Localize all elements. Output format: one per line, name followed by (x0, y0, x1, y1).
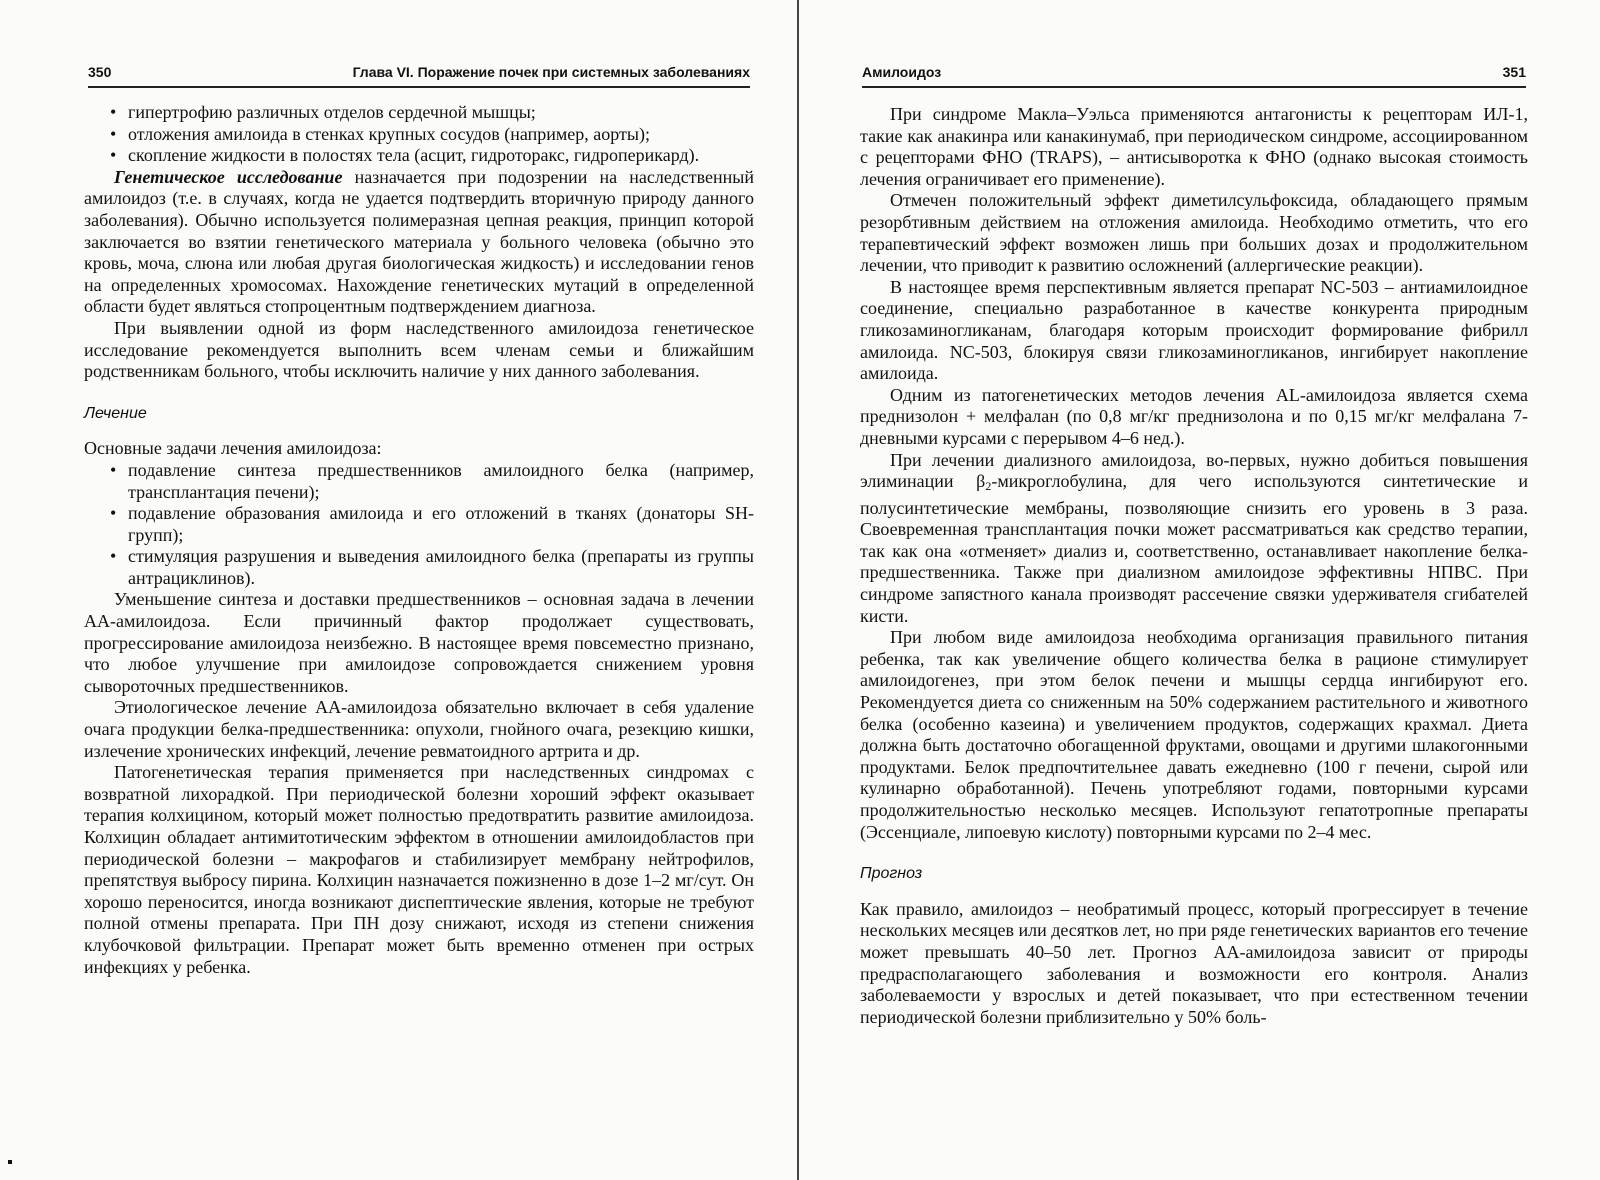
paragraph-prognosis: Как правило, амилоидоз – необратимый процесс, который прогрессирует в течение нескольких месяцев или десятков лет, но при ряде генетических вариантов его течение может превышать 40–50 лет. Прогноз АА-амилоидоза зависит от природы предрасполагающего заболевания и возможности его контроля. Анализ заболеваемости у взрослых и детей показывает, что при естественном течении периодической болезни приблизительно у 50% боль- (860, 898, 1528, 1027)
left-page-header (88, 60, 750, 88)
dialysis-text-start: При лечении диализного амилоидоза, во-первых, нужно добиться повышения элиминации β (860, 449, 1528, 492)
genetic-test-lead: Генетическое исследование (114, 166, 343, 187)
scan-artifact-dot (8, 1160, 12, 1164)
subscript-2: 2 (985, 479, 992, 494)
list-item: • подавление синтеза предшественников амилоидного белка (например, трансплантация печени); (128, 460, 754, 503)
section-title: Амилоидоз (862, 64, 942, 80)
right-page-header (862, 60, 1526, 88)
paragraph-reduction: Уменьшение синтеза и доставки предшественников – основная задача в лечении АА-амилоидоза. Если причинный фактор продолжает существовать, прогрессирование амилоидоза неизбежно. В настоящее время повсеместно признано, что любое улучшение при амилоидозе сопровождается снижением уровня сывороточных предшественников. (84, 589, 754, 696)
paragraph-genetic-test (84, 167, 754, 318)
prognosis-heading: Прогноз (860, 865, 923, 883)
page-number-left: 350 (88, 64, 112, 80)
paragraph-etiologic: Этиологическое лечение АА-амилоидоза обязательно включает в себя удаление очага продукции белка-предшественника: опухоли, гнойного очага, резекцию кишки, излечение хронических инфекций, лечение ревматоидного артрита и др. (84, 697, 754, 761)
left-text-column (84, 102, 754, 978)
treatment-list (84, 460, 754, 590)
chapter-title: Глава VI. Поражение почек при системных заболеваниях (352, 64, 750, 80)
paragraph-nc503: В настоящее время перспективным является препарат NC-503 – антиамилоидное соединение, специально разработанное в качестве конкурента природным гликозаминогликанам, благодаря которым происходит формирование фибрилл амилоида. NC-503, блокируя связи гликозаминогликанов, ингибирует накопление амилоида. (860, 276, 1528, 384)
paragraph-nutrition: При любом виде амилоидоза необходима организация правильного питания ребенка, так как увеличение общего количества белка в рационе стимулирует амилоидогенез, при этом белок печени и мышцы сердца ингибируют его. Рекомендуется диета со сниженным на 50% содержанием растительного и животного белка (особенно казеина) и увеличением продуктов, содержащих крахмал. Диета должна быть достаточно обогащенной фруктами, овощами и другими шлакогонными продуктами. Белок предпочтительнее давать ежедневно (100 г печени, сырой или кулинарно обработанной). Печень употребляют годами, повторными курсами продолжительностью несколько месяцев. Используют гепатотропные препараты (Эссенциале, липоевую кислоту) повторными курсами по 2–4 мес. (860, 627, 1528, 842)
paragraph-al-amyloidosis: Одним из патогенетических методов лечения AL-амилоидоза является схема преднизолон + мелфалан (по 0,8 мг/кг преднизолона и по 0,15 мг/кг мелфалана 7-дневными курсами с перерывом 4–6 нед.). (860, 384, 1528, 448)
dialysis-text-end: -микроглобулина, для чего используются синтетические и полусинтетические мембраны, позволяющие снизить его уровень в 3 раза. Своевременная трансплантация почки может рассматриваться как средство терапии, так как она «отменяет» диализ и, соответственно, останавливает накопление белка-предшественника. Также при диализном амилоидозе эффективны НПВС. При синдроме запястного канала производят рассечение связки удерживателя сгибателей кисти. (860, 471, 1528, 626)
genetic-test-text: назначается при подозрении на наследственный амилоидоз (т.е. в случаях, когда не удается подтвердить вторичную природу данного заболевания). Обычно используется полимеразная цепная реакция, принцип которой заключается во взятии генетического материала у больного человека (обычно это кровь, моча, слюна или любая другая биологическая жидкость) и исследовании генов на определенных хромосомах. Нахождение генетических мутаций в определенной области будет являться стопроцентным подтверждением диагноза. (84, 166, 754, 317)
page-number-right: 351 (1502, 64, 1526, 80)
left-page (0, 0, 790, 1180)
paragraph-pathogenetic: Патогенетическая терапия применяется при наследственных синдромах с возвратной лихорадкой. При периодической болезни хороший эффект оказывает терапия колхицином, который может полностью предотвратить развитие амилоидоза. Колхицин обладает антимитотическим эффектом в отношении амилоидобластов при периодической болезни – макрофагов и стабилизирует мембрану нейтрофилов, препятствуя выбросу пирина. Колхицин назначается пожизненно в дозе 1–2 мг/сут. Он хорошо переносится, иногда возникают диспептические явления, которые не требуют полной отмены препарата. При ПН дозу снижают, исходя из степени снижения клубочковой фильтрации. Препарат может быть временно отменен при острых инфекциях у ребенка. (84, 762, 754, 977)
book-spine (797, 0, 799, 1180)
paragraph-muckle-wells: При синдроме Макла–Уэльса применяются антагонисты к рецепторам ИЛ-1, такие как анакинра или канакинумаб, при периодическом синдроме, ассоциированном с рецепторами ФНО (TRAPS), – антисыворотка к ФНО (однако высокая стоимость лечения ограничивает его применение). (860, 104, 1528, 189)
paragraph-family: При выявлении одной из форм наследственного амилоидоза генетическое исследование рекомендуется выполнить всем членам семьи и ближайшим родственникам больного, чтобы исключить наличие у них данного заболевания. (84, 317, 754, 382)
paragraph-dmso: Отмечен положительный эффект диметилсульфоксида, обладающего прямым резорбтивным действием на отложения амилоида. Необходимо отметить, что его терапевтический эффект возможен лишь при больших дозах и продолжительном лечении, что приводит к развитию осложнений (аллергические реакции). (860, 190, 1528, 276)
list-item: • подавление образования амилоида и его отложений в тканях (донаторы SH-групп); (128, 503, 754, 546)
list-item: • стимуляция разрушения и выведения амилоидного белка (препараты из группы антрациклинов). (128, 546, 754, 589)
paragraph-dialysis (860, 450, 1528, 628)
list-item: • отложения амилоида в стенках крупных сосудов (например, аорты); (128, 124, 754, 146)
treatment-intro: Основные задачи лечения амилоидоза: (84, 438, 382, 459)
list-item: • скопление жидкости в полостях тела (асцит, гидроторакс, гидроперикард). (128, 145, 754, 167)
right-text-column (860, 104, 1528, 1028)
list-item: • гипертрофию различных отделов сердечной мышцы; (128, 102, 754, 124)
treatment-heading: Лечение (84, 404, 147, 422)
right-page (800, 0, 1600, 1180)
symptom-list (84, 102, 754, 167)
